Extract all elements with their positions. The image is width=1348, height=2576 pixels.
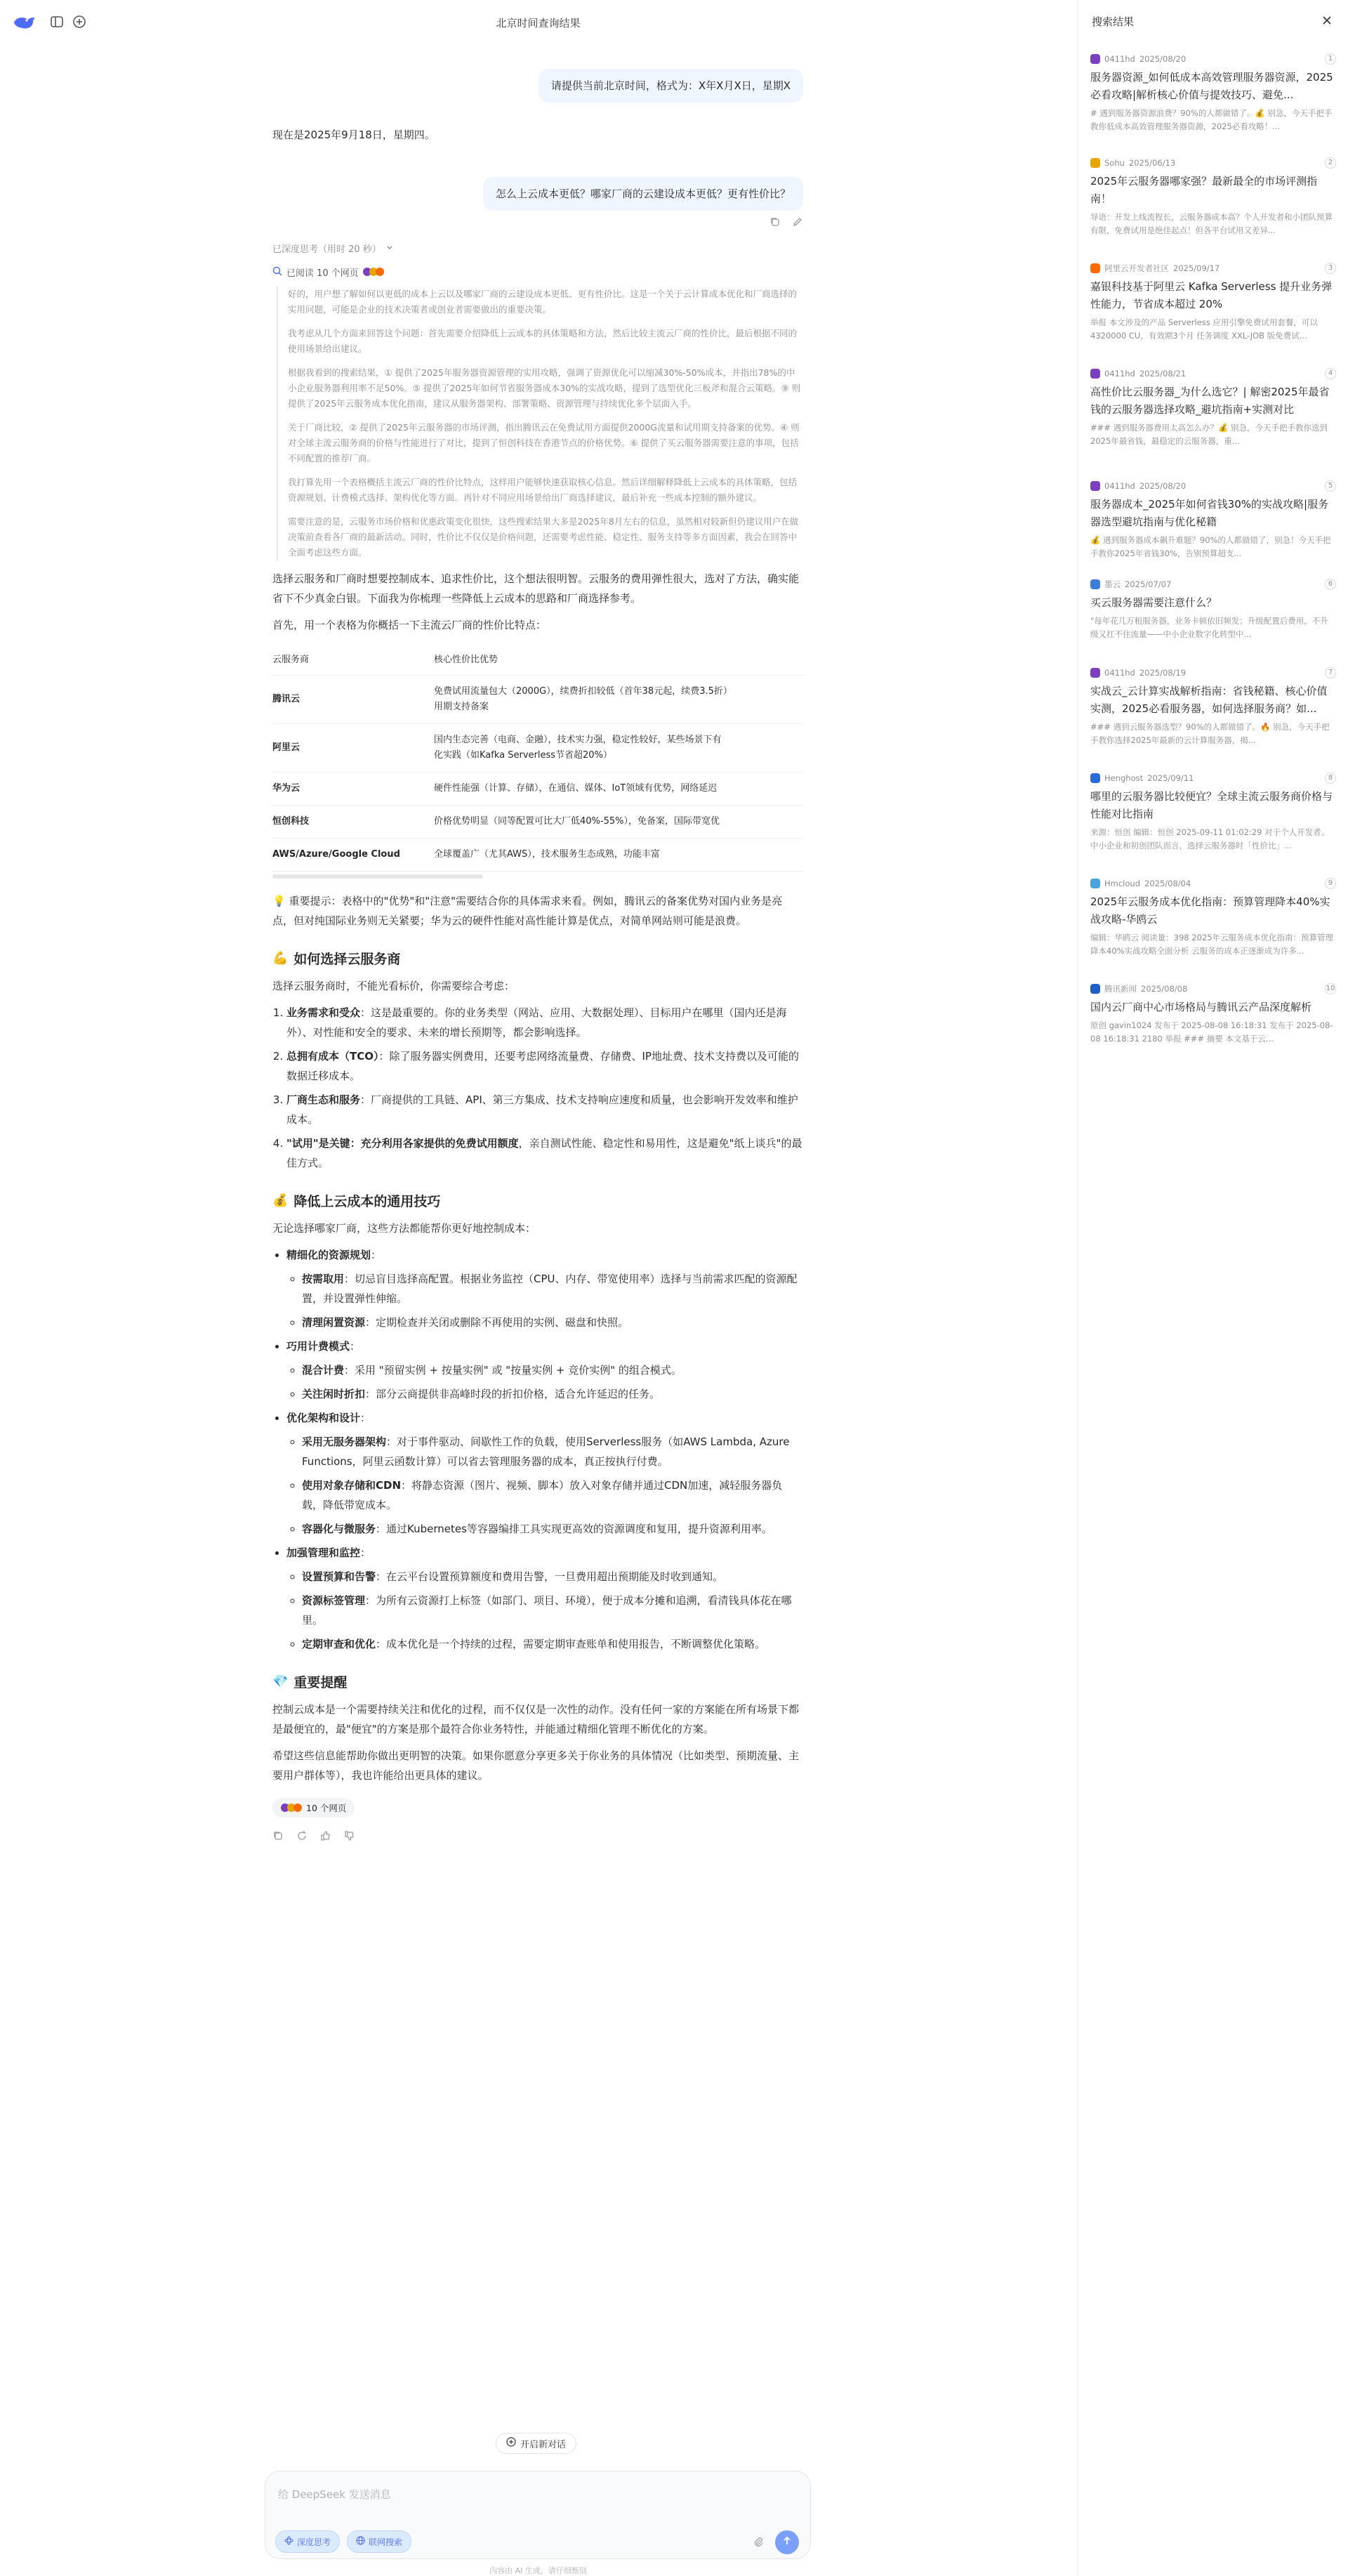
table-cell: 免费试用流量包大（2000G），续费折扣较低（首年38元起，续费3.5折） 用期支持备案 xyxy=(434,676,803,724)
table-cell: 恒创科技 xyxy=(272,806,434,839)
list-item: ◦ 按需取用：切忌盲目选择高配置。根据业务监控（CPU、内存、带宽使用率）选择与当前需求匹配的资源配置，并设置弹性伸缩。 xyxy=(302,1269,803,1308)
result-date: 2025/08/20 xyxy=(1139,481,1187,491)
sources-pill[interactable] xyxy=(272,1798,355,1818)
paperclip-icon[interactable] xyxy=(748,2532,768,2551)
read-label: 已阅读 10 个网页 xyxy=(286,268,359,279)
search-result-item[interactable] xyxy=(1090,579,1336,641)
new-chat-button[interactable] xyxy=(496,2433,576,2454)
message-composer xyxy=(265,2471,811,2559)
think-paragraph: 根据我看到的搜索结果，① 提供了2025年服务器资源管理的实用攻略，强调了资源优化可以缩减30%-50%成本，并指出78%的中小企业服务器利用率不足50%。⑤ 提供了2025年如何节省服务器成本30%的实战攻略，提到了选型优化三板斧和混合云策略。⑨ 则提供了2025年云服务成本优化指南，建议从服务器架构、部署策略、资源管理与持续优化多个层面入手。 xyxy=(288,367,801,409)
search-result-item[interactable] xyxy=(1090,878,1336,958)
search-result-item[interactable] xyxy=(1090,157,1336,237)
chat-title: 北京时间查询结果 xyxy=(496,17,581,29)
result-title[interactable]: 2025年云服务器哪家强？最新最全的市场评测指南！ xyxy=(1090,175,1318,205)
comparison-table-wrapper[interactable] xyxy=(272,642,803,879)
table-cell: 价格优势明显（同等配置可比大厂低40%-55%），免备案，国际带宽优 xyxy=(434,806,803,839)
result-meta xyxy=(1090,773,1336,784)
table-row xyxy=(272,839,803,872)
list-item: • 精细化的资源规划： ◦ 按需取用：切忌盲目选择高配置。根据业务监控（CPU、内存、带宽使用率）选择与当前需求匹配的资源配置，并设置弹性伸缩。 ◦ 清理闲置资源：定期检查并关闭或删除不再使用的实例、磁盘和快照。 xyxy=(286,1245,803,1332)
new-chat-label: 开启新对话 xyxy=(520,2439,567,2450)
result-index: 8 xyxy=(1325,773,1336,784)
top-bar xyxy=(0,0,1076,44)
globe-icon xyxy=(356,2536,365,2547)
result-site: 0411hd xyxy=(1104,54,1135,64)
deep-think-toggle[interactable] xyxy=(275,2530,340,2553)
result-title[interactable]: 服务器资源_如何低成本高效管理服务器资源，2025必看攻略|解析核心价值与提效技巧、避免... xyxy=(1090,71,1333,101)
list-item: ◦ 混合计费：采用 "预留实例 + 按量实例" 或 "按量实例 + 竞价实例" 的组合模式。 xyxy=(302,1360,803,1380)
list-item: 1. 业务需求和受众：这是最重要的。你的业务类型（网站、应用、大数据处理）、目标用户在哪里（国内还是海外）、对性能和安全的要求、未来的增长预期等，都会影响选择。 xyxy=(286,1003,803,1042)
panel-title: 搜索结果 xyxy=(1092,15,1135,28)
table-header-cell: 云服务商 xyxy=(272,642,434,676)
list-item: ◦ 容器化与微服务：通过Kubernetes等容器编排工具实现更高效的资源调度和复用，提升资源利用率。 xyxy=(302,1519,803,1539)
answer-actions xyxy=(272,1830,803,1844)
deep-think-label: 深度思考 xyxy=(297,2537,331,2547)
result-snippet: 举报 本文涉及的产品 Serverless 应用引擎免费试用套餐，可以4320000 CU，有效期3个月 任务调度 XXL-JOB 版免费试... xyxy=(1090,317,1318,341)
list-item: • 巧用计费模式： ◦ 混合计费：采用 "预留实例 + 按量实例" 或 "按量实例 + 竞价实例" 的组合模式。 ◦ 关注闲时折扣：部分云商提供非高峰时段的折扣价格，适合允许延迟的任务。 xyxy=(286,1336,803,1404)
list-item: • 优化架构和设计： ◦ 采用无服务器架构：对于事件驱动、间歇性工作的负载，使用Serverless服务（如AWS Lambda, Azure Functions，阿里云函数计算）可以省去管理服务器的成本，真正按执行付费。 ◦ 使用对象存储和CDN：将静态资源（图片、视频、脚本）放入对象存储并通过CDN加速，减轻服务器负载，降低带宽成本。 ◦ 容器化与微服务：通过Kubernetes等容器编排工具实现更高效的资源调度和复用，提升资源利用率。 xyxy=(286,1408,803,1539)
think-paragraph: 好的，用户想了解如何以更低的成本上云以及哪家厂商的云建设成本更低、更有性价比。这是一个关于云计算成本优化和厂商选择的实用问题，可能是企业的技术决策者或创业者需要做出的重要决策。 xyxy=(288,289,798,315)
list-item: ◦ 清理闲置资源：定期检查并关闭或删除不再使用的实例、磁盘和快照。 xyxy=(302,1313,803,1332)
table-row xyxy=(272,724,803,773)
result-site: 阿里云开发者社区 xyxy=(1104,263,1169,273)
user-message-actions xyxy=(272,216,803,230)
site-favicon-icon xyxy=(1090,263,1100,273)
section-heading: 💎 重要提醒 xyxy=(272,1674,348,1690)
user-message: 请提供当前北京时间，格式为：X年X月X日，星期X xyxy=(538,69,803,103)
think-paragraph: 关于厂商比较，② 提供了2025年云服务器的市场评测，指出腾讯云在免费试用方面提供2000G流量和试用期支持备案的优势。④ 则对全球主流云服务商的价格与性能进行了对比，提到了恒创科技在香港节点的价格优势。⑥ 提供了买云服务器需要注意的事项，包括不同配置的推荐厂商。 xyxy=(288,422,800,464)
search-result-item[interactable] xyxy=(1090,263,1336,343)
result-site: Sohu xyxy=(1104,158,1125,168)
result-snippet: "每年花几万租服务器，业务卡顿依旧频发；升级配置后费用，不升级又扛不住流量——中小企业数字化转型中... xyxy=(1090,616,1328,639)
result-snippet: 导语：开发上线流程长，云服务器成本高？个人开发者和小团队预算有限，免费试用是绝佳起点！但各平台试用又差异... xyxy=(1090,212,1333,235)
result-meta xyxy=(1090,667,1336,678)
result-date: 2025/08/20 xyxy=(1139,54,1187,64)
result-title[interactable]: 嘉银科技基于阿里云 Kafka Serverless 提升业务弹性能力，节省成本超过 20% xyxy=(1090,280,1333,310)
result-index: 2 xyxy=(1325,157,1336,169)
result-meta xyxy=(1090,53,1336,65)
search-results-panel xyxy=(1077,0,1348,2576)
result-index: 4 xyxy=(1325,368,1336,379)
result-snippet: 来源：恒创 编辑：恒创 2025-09-11 01:02:29 对于个人开发者、中小企业和初创团队而言，选择云服务器时「性价比」... xyxy=(1090,827,1330,850)
result-date: 2025/09/11 xyxy=(1147,773,1194,783)
thumbs-up-icon[interactable] xyxy=(320,1830,331,1844)
source-favicons xyxy=(363,268,384,276)
result-meta xyxy=(1090,579,1336,590)
section-intro: 无论选择哪家厂商，这些方法都能帮你更好地控制成本： xyxy=(272,1222,536,1235)
comparison-table xyxy=(272,642,803,872)
list-item: 4. "试用"是关键：充分利用各家提供的免费试用额度，亲自测试性能、稳定性和易用性，这是避免"纸上谈兵"的最佳方式。 xyxy=(286,1133,803,1173)
result-index: 7 xyxy=(1325,667,1336,678)
result-title[interactable]: 实战云_云计算实战解析指南：省钱秘籍、核心价值实测，2025必看服务器，如何选择服务商？如... xyxy=(1090,685,1328,715)
copy-icon[interactable] xyxy=(769,216,781,230)
search-result-item[interactable] xyxy=(1090,667,1336,747)
result-title[interactable]: 服务器成本_2025年如何省钱30%的实战攻略|服务器选型避坑指南与优化秘籍 xyxy=(1090,498,1329,528)
read-webpages[interactable] xyxy=(272,264,803,280)
table-cell: 阿里云 xyxy=(272,724,434,773)
remind-paragraph: 希望这些信息能帮助你做出更明智的决策。如果你愿意分享更多关于你业务的具体情况（比如类型、预期流量、主要用户群体等），我也许能给出更具体的建议。 xyxy=(272,1749,800,1782)
site-favicon-icon xyxy=(1090,481,1100,491)
result-meta xyxy=(1090,368,1336,379)
result-snippet: 编辑：华鸥云 阅读量：398 2025年云服务成本优化指南：预算管理降本40%实战攻略全面分析 云服务的成本正逐渐成为许多... xyxy=(1090,933,1334,956)
result-date: 2025/06/13 xyxy=(1128,158,1176,168)
thumbs-down-icon[interactable] xyxy=(344,1830,355,1844)
user-message: 怎么上云成本更低？哪家厂商的云建设成本更低？更有性价比？ xyxy=(483,177,803,211)
search-result-item[interactable] xyxy=(1090,368,1336,448)
result-snippet: 原创 gavin1024 发布于 2025-08-08 16:18:31 发布于 2025-08-08 16:18:31 2180 举报 ### 摘要 本文基于云... xyxy=(1090,1020,1333,1044)
result-site: 0411hd xyxy=(1104,481,1135,491)
list-item: ◦ 使用对象存储和CDN：将静态资源（图片、视频、脚本）放入对象存储并通过CDN加速，减轻服务器负载，降低带宽成本。 xyxy=(302,1476,803,1515)
result-index: 6 xyxy=(1325,579,1336,590)
result-date: 2025/08/21 xyxy=(1139,369,1187,379)
section-intro: 选择云服务商时，不能光看标价，你需要综合考虑： xyxy=(272,980,515,992)
table-cell: 腾讯云 xyxy=(272,676,434,724)
result-index: 9 xyxy=(1325,878,1336,889)
result-index: 3 xyxy=(1325,263,1336,274)
result-snippet: # 遇到服务器资源浪费？90%的人都做错了。💰 别急，今天手把手教你低成本高效管理服务器资源，2025必看攻略！... xyxy=(1090,108,1333,131)
result-meta xyxy=(1090,263,1336,274)
tips-list xyxy=(272,1245,803,1654)
result-index: 5 xyxy=(1325,480,1336,492)
think-paragraph: 需要注意的是，云服务市场价格和优惠政策变化很快，这些搜索结果大多是2025年8月左右的信息，虽然相对较新但仍建议用户在做决策前查看各厂商的最新活动。同时，性价比不仅仅是价格问题，还需要考虑性能、稳定性、服务支持等多方面因素，我会在回答中全面考虑这些方面。 xyxy=(288,516,799,558)
result-site: 腾讯新闻 xyxy=(1104,984,1137,994)
table-cell: 全球覆盖广（尤其AWS），技术服务生态成熟，功能丰富 xyxy=(434,839,803,872)
copy-icon[interactable] xyxy=(272,1830,284,1844)
web-search-toggle[interactable] xyxy=(347,2530,411,2553)
sources-label: 10 个网页 xyxy=(306,1803,347,1813)
thought-label: 已深度思考（用时 20 秒） xyxy=(272,244,381,255)
section-heading: 💪 如何选择云服务商 xyxy=(272,951,401,967)
site-favicon-icon xyxy=(1090,879,1100,888)
plus-circle-icon xyxy=(506,2437,516,2450)
result-site: Henghost xyxy=(1104,773,1144,783)
result-date: 2025/08/19 xyxy=(1139,668,1187,678)
source-favicons xyxy=(281,1803,302,1812)
remind-paragraph: 控制云成本是一个需要持续关注和优化的过程，而不仅仅是一次性的动作。没有任何一家的方案能在所有场景下都是最便宜的，最"便宜"的方案是那个最符合你业务特性，并能通过精细化管理不断优化的方案。 xyxy=(272,1703,800,1735)
tip-text: 重要提示：表格中的"优势"和"注意"需要结合你的具体需求来看。例如，腾讯云的备案优势对国内业务是亮点，但对纯国际业务则无关紧要；华为云的硬件性能对高性能计算是优点，对简单网站则可能是浪费。 xyxy=(272,895,783,927)
list-item: 2. 总拥有成本（TCO）：除了服务器实例费用，还要考虑网络流量费、存储费、IP地址费、技术支持费以及可能的数据迁移成本。 xyxy=(286,1046,803,1086)
result-site: 0411hd xyxy=(1104,668,1135,678)
search-result-item[interactable] xyxy=(1090,480,1336,560)
result-index: 1 xyxy=(1325,53,1336,65)
result-title[interactable]: 国内云厂商中心市场格局与腾讯云产品深度解析 xyxy=(1090,1001,1312,1013)
thinking-content xyxy=(277,287,803,560)
table-row xyxy=(272,773,803,806)
chevron-down-icon xyxy=(385,242,394,255)
table-cell: 硬件性能强（计算、存储），在通信、媒体、IoT领域有优势，网络延迟 xyxy=(434,773,803,806)
table-row xyxy=(272,676,803,724)
answer-intro: 选择云服务和厂商时想要控制成本、追求性价比，这个想法很明智。云服务的费用弹性很大，选对了方法，确实能省下不少真金白银。下面我为你梳理一些降低上云成本的思路和厂商选择参考。 xyxy=(272,572,800,605)
footer-disclaimer: 内容由 AI 生成，请仔细甄别 xyxy=(489,2566,587,2575)
list-item: ◦ 设置预算和告警：在云平台设置预算额度和费用告警，一旦费用超出预期能及时收到通知。 xyxy=(302,1567,803,1586)
result-snippet: ### 遇到云服务器选型？90%的人都做错了。🔥 别急，今天手把手教你选择2025年最新的云计算服务器，揭... xyxy=(1090,722,1330,745)
table-scrollbar[interactable] xyxy=(272,874,483,879)
table-header-cell: 核心性价比优势 xyxy=(434,642,803,676)
result-date: 2025/07/07 xyxy=(1125,579,1172,589)
site-favicon-icon xyxy=(1090,668,1100,678)
diamond-icon: 💎 xyxy=(272,1674,289,1689)
result-snippet: ### 遇到服务器费用太高怎么办？💰 别急，今天手把手教你选到2025年最省钱，最稳定的云服务器，重... xyxy=(1090,423,1328,446)
result-index: 10 xyxy=(1325,983,1336,994)
thought-toggle[interactable] xyxy=(272,240,803,256)
result-meta xyxy=(1090,480,1336,492)
search-result-item[interactable] xyxy=(1090,773,1336,853)
table-cell: 华为云 xyxy=(272,773,434,806)
site-favicon-icon xyxy=(1090,579,1100,589)
search-result-item[interactable] xyxy=(1090,983,1336,1046)
site-favicon-icon xyxy=(1090,369,1100,379)
atom-icon xyxy=(284,2536,293,2547)
site-favicon-icon xyxy=(1090,158,1100,168)
message-input[interactable]: 给 DeepSeek 发送消息 xyxy=(278,2488,391,2501)
choose-list xyxy=(272,1003,803,1173)
result-title[interactable]: 买云服务器需要注意什么？ xyxy=(1090,596,1217,609)
web-search-label: 联网搜索 xyxy=(369,2537,403,2547)
result-date: 2025/08/04 xyxy=(1144,879,1191,888)
result-title[interactable]: 哪里的云服务器比较便宜？全球主流云服务商价格与性能对比指南 xyxy=(1090,790,1333,820)
arrow-up-icon xyxy=(781,2535,793,2549)
answer-intro-2: 首先，用一个表格为你概括一下主流云厂商的性价比特点： xyxy=(272,619,547,631)
think-paragraph: 我考虑从几个方面来回答这个问题：首先需要介绍降低上云成本的具体策略和方法，然后比较主流云厂商的性价比，最后根据不同的使用场景给出建议。 xyxy=(288,328,798,354)
result-site: 0411hd xyxy=(1104,369,1135,379)
lightbulb-icon: 💡 xyxy=(272,895,286,907)
list-item: • 加强管理和监控： ◦ 设置预算和告警：在云平台设置预算额度和费用告警，一旦费用超出预期能及时收到通知。 ◦ 资源标签管理：为所有云资源打上标签（如部门、项目、环境），便于成本分摊和追溯，看清钱具体花在哪里。 ◦ 定期审查和优化：成本优化是一个持续的过程，需要定期审查账单和使用报告，不断调整优化策略。 xyxy=(286,1543,803,1654)
list-item: 3. 厂商生态和服务：厂商提供的工具链、API、第三方集成、技术支持响应速度和质量，也会影响开发效率和维护成本。 xyxy=(286,1090,803,1129)
result-meta xyxy=(1090,983,1336,994)
table-header xyxy=(272,642,803,676)
close-icon[interactable] xyxy=(1316,10,1337,31)
muscle-icon: 💪 xyxy=(272,951,289,966)
result-site: Hmcloud xyxy=(1104,879,1140,888)
conversation xyxy=(272,56,803,1844)
regenerate-icon[interactable] xyxy=(296,1830,308,1844)
result-date: 2025/09/17 xyxy=(1173,263,1220,273)
money-bag-icon: 💰 xyxy=(272,1193,289,1208)
think-paragraph: 我打算先用一个表格概括主流云厂商的性价比特点，这样用户能够快速获取核心信息。然后详细解释降低上云成本的具体策略，包括资源规划、计费模式选择、架构优化等方面。再针对不同应用场景给出厂商选择建议，最后补充一些成本控制的额外建议。 xyxy=(288,477,798,503)
result-title[interactable]: 高性价比云服务器_为什么选它？| 解密2025年最省钱的云服务器选择攻略_避坑指南+实测对比 xyxy=(1090,386,1330,416)
list-item: ◦ 采用无服务器架构：对于事件驱动、间歇性工作的负载，使用Serverless服务（如AWS Lambda, Azure Functions，阿里云函数计算）可以省去管理服务器的成本，真正按执行付费。 xyxy=(302,1432,803,1471)
table-cell: 国内生态完善（电商、金融），技术实力强，稳定性较好，某些场景下有 化实践（如Kafka Serverless节省超20%） xyxy=(434,724,803,773)
result-date: 2025/08/08 xyxy=(1141,984,1188,994)
table-row xyxy=(272,806,803,839)
search-icon xyxy=(272,265,282,279)
site-favicon-icon xyxy=(1090,54,1100,64)
send-button[interactable] xyxy=(775,2530,799,2554)
site-favicon-icon xyxy=(1090,984,1100,994)
table-cell: AWS/Azure/Google Cloud xyxy=(272,839,434,872)
result-site: 墨云 xyxy=(1104,579,1121,589)
section-heading: 💰 降低上云成本的通用技巧 xyxy=(272,1193,441,1209)
list-item: ◦ 定期审查和优化：成本优化是一个持续的过程，需要定期审查账单和使用报告，不断调整优化策略。 xyxy=(302,1634,803,1654)
result-meta xyxy=(1090,878,1336,889)
list-item: ◦ 资源标签管理：为所有云资源打上标签（如部门、项目、环境），便于成本分摊和追溯，看清钱具体花在哪里。 xyxy=(302,1591,803,1630)
edit-icon[interactable] xyxy=(792,216,803,230)
tip-paragraph xyxy=(272,891,803,931)
site-favicon-icon xyxy=(1090,773,1100,783)
result-title[interactable]: 2025年云服务成本优化指南：预算管理降本40%实战攻略-华鸥云 xyxy=(1090,895,1330,926)
result-meta xyxy=(1090,157,1336,169)
search-result-item[interactable] xyxy=(1090,53,1336,133)
list-item: ◦ 关注闲时折扣：部分云商提供非高峰时段的折扣价格，适合允许延迟的任务。 xyxy=(302,1384,803,1404)
result-snippet: 💰 遇到服务器成本飙升难题？90%的人都做错了，别急！今天手把手教你2025年省钱30%，告别预算超支... xyxy=(1090,535,1331,558)
assistant-message: 现在是2025年9月18日，星期四。 xyxy=(272,129,435,141)
